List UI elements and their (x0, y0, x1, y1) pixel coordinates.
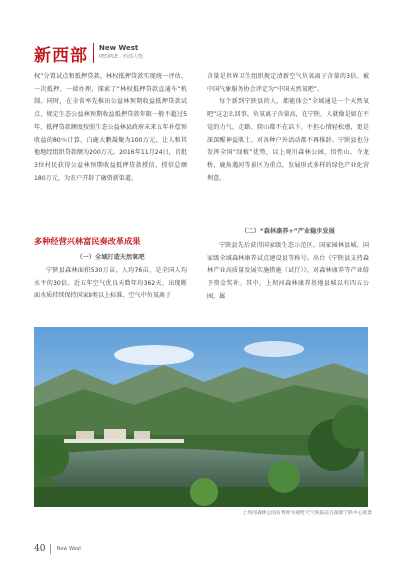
footer-magazine-name: New West (56, 546, 82, 552)
page-number: 40 (34, 544, 46, 554)
logo-english-title: New West (99, 44, 139, 52)
page-footer (34, 544, 81, 554)
logo-divider (93, 43, 94, 63)
paragraph: 宁陕县先后获得国家级生态示范区、国家园林县城、国家级全域森林康养试点建设县等称号。出台《宁陕县支持森林产业高质量发展实施措施（试行）》，对森林康养等产业给予资金奖补。其中，上坝河森林康养基地县城以有四五公园，属 (207, 242, 369, 300)
left-column-top (34, 71, 187, 185)
magazine-logo: 新西部 (34, 45, 88, 66)
subheading-oxygen: （一）全域打造天然氧吧 (76, 254, 145, 261)
right-column-top (207, 71, 369, 185)
photo-illustration (34, 327, 368, 507)
paragraph: 每个新到宁陕县的人，都能体会“全域通是一个天然氧吧”这怎么回事。负氧离子含量高，在宁陕，人就像是如在不觉的力气，走路、爬山都不在话下。不但心情轻松感，更是深深醒神益肌土。对各种户外活动都不再推辞。宁陕县也分发挥全国“绿植”优势，以上观川森林公园，悟性山、寺龙桥、鹿角遇河等景区为重点，发展形式多样的绿色产业化营利意。 (207, 98, 369, 182)
footer-divider (50, 544, 51, 554)
masthead (34, 40, 143, 66)
photo-caption: 上坝河森林公园有秀停为观给天气预报站目森源宁陕中心观景 (242, 511, 372, 516)
section-heading: 多种经营兴林富民奏改革成果 (34, 236, 141, 246)
logo-english-subtitle: PEOPLE · 西部人物 (99, 54, 143, 60)
right-column-bottom (207, 240, 369, 304)
forest-lake-photo (34, 327, 368, 507)
paragraph: 宁陕县森林面积530万亩，人均76亩，是全国人均水平的30倍。近五年空气优良天数年均362天，出现断面水质持续保持国家Ⅱ类以上标准，空气中负氧离子 (34, 267, 187, 300)
subheading-health: （二）“森林康养+”产业稳步发展 (241, 228, 335, 235)
paragraph: 权”分置试点和抵押贷款。林权抵押贷款实现统一评估、一次抵押、一端办理，探索了“林权抵押贷款直通车”机制。同时，在全省率先推出公益林预期收益抵押贷款试点，规定生态公益林预期收益抵押贷款年限一般不超过5年，抵押贷款额度按照生态公益林县政府未来五年补偿预收益的80％计算，白鹿大鹏凝聚为100万元、让人和其他地经组织贷款额为200万元。2016年11月24日，首批3位村民获得公益林预期收益抵押贷款授信，授信总额180万元，为农户开辟了融资新渠道。 (34, 73, 187, 182)
left-column-bottom (34, 265, 187, 303)
logo-english (99, 44, 143, 62)
paragraph: 含量是世界卫生组织规定清新空气负氧离子含量的3倍。被中国气象服务协会评定为“中国天然氧吧”。 (207, 73, 369, 93)
